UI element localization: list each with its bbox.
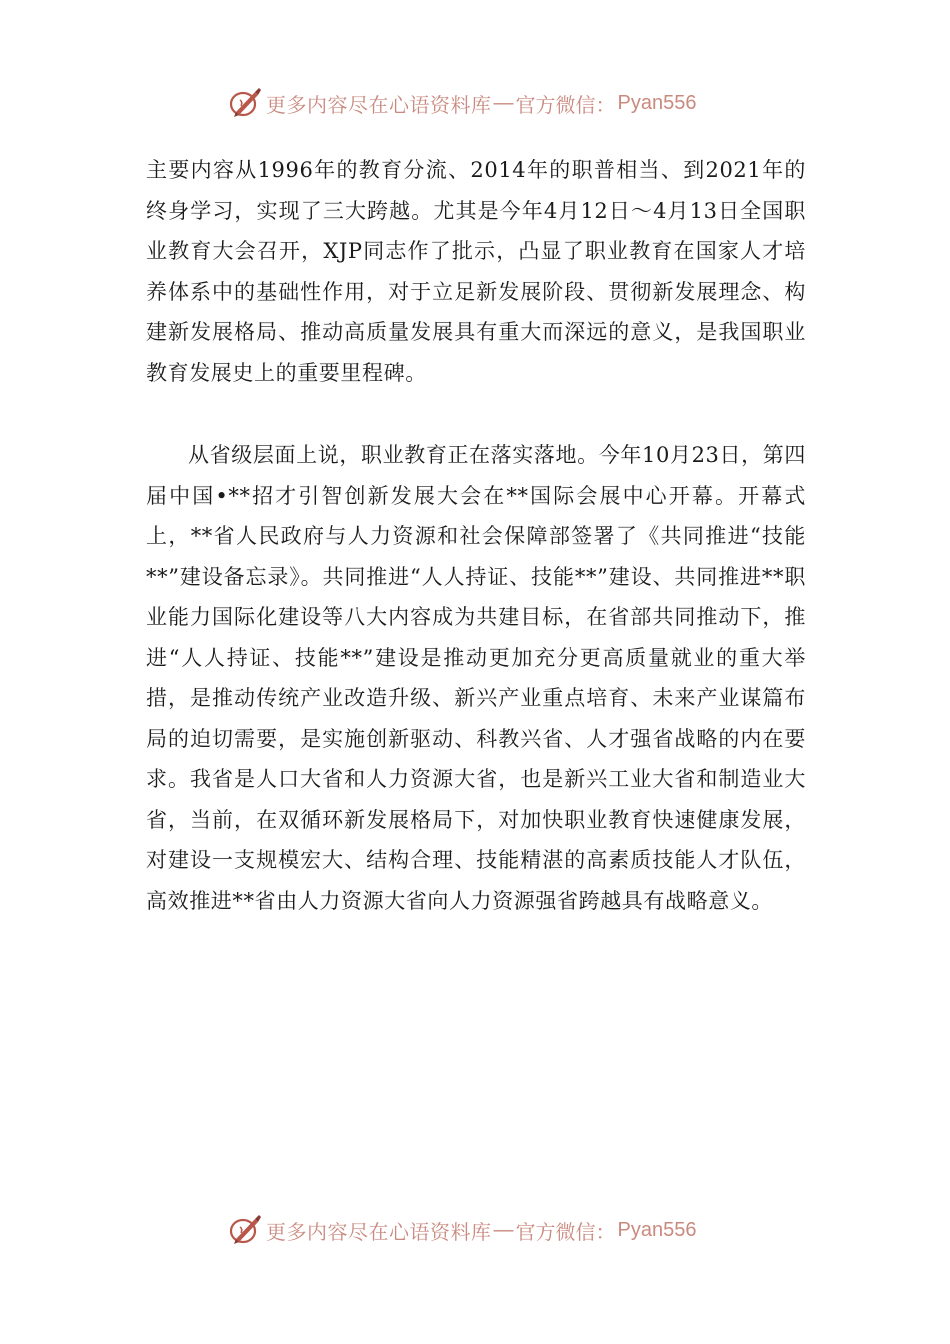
header-dash: — (493, 91, 514, 114)
pen-circle-icon (228, 1213, 262, 1247)
paragraph-1: 主要内容从1996年的教育分流、2014年的职普相当、到2021年的终身学习，实现了三大跨越。尤其是今年4月12日～4月13日全国职业教育大会召开，XJP同志作了批示，凸显了职业教育在国家人才培养体系中的基础性作用，对于立足新发展阶段、贯彻新发展理念、构建新发展格局、推动高质量发展具有重大而深远的意义，是我国职业教育发展史上的重要里程碑。 (146, 158, 806, 385)
footer-brand: 更多内容尽在心语资料库 (266, 1219, 492, 1244)
pen-circle-icon (228, 86, 262, 120)
header-watermark (228, 86, 748, 120)
footer-dash: — (493, 1218, 514, 1241)
header-tag: 官方微信： (515, 92, 616, 117)
header-wechat-id: Pyan556 (617, 91, 697, 114)
header-brand: 更多内容尽在心语资料库 (266, 92, 492, 117)
footer-tag: 官方微信： (515, 1219, 616, 1244)
document-body (146, 150, 806, 921)
footer-wechat-id: Pyan556 (617, 1218, 697, 1241)
paragraph-2: 从省级层面上说，职业教育正在落实落地。今年10月23日，第四届中国•**招才引智创新发展大会在**国际会展中心开幕。开幕式上，**省人民政府与人力资源和社会保障部签署了《共同推进“技能**”建设备忘录》。共同推进“人人持证、技能**”建设、共同推进**职业能力国际化建设等八大内容成为共建目标，在省部共同推动下，推进“人人持证、技能**”建设是推动更加充分更高质量就业的重大举措，是推动传统产业改造升级、新兴产业重点培育、未来产业谋篇布局的迫切需要，是实施创新驱动、科教兴省、人才强省战略的内在要求。我省是人口大省和人力资源大省，也是新兴工业大省和制造业大省，当前，在双循环新发展格局下，对加快职业教育快速健康发展，对建设一支规模宏大、结构合理、技能精湛的高素质技能人才队伍，高效推进**省由人力资源大省向人力资源强省跨越具有战略意义。 (146, 443, 806, 913)
footer-watermark (228, 1213, 748, 1247)
